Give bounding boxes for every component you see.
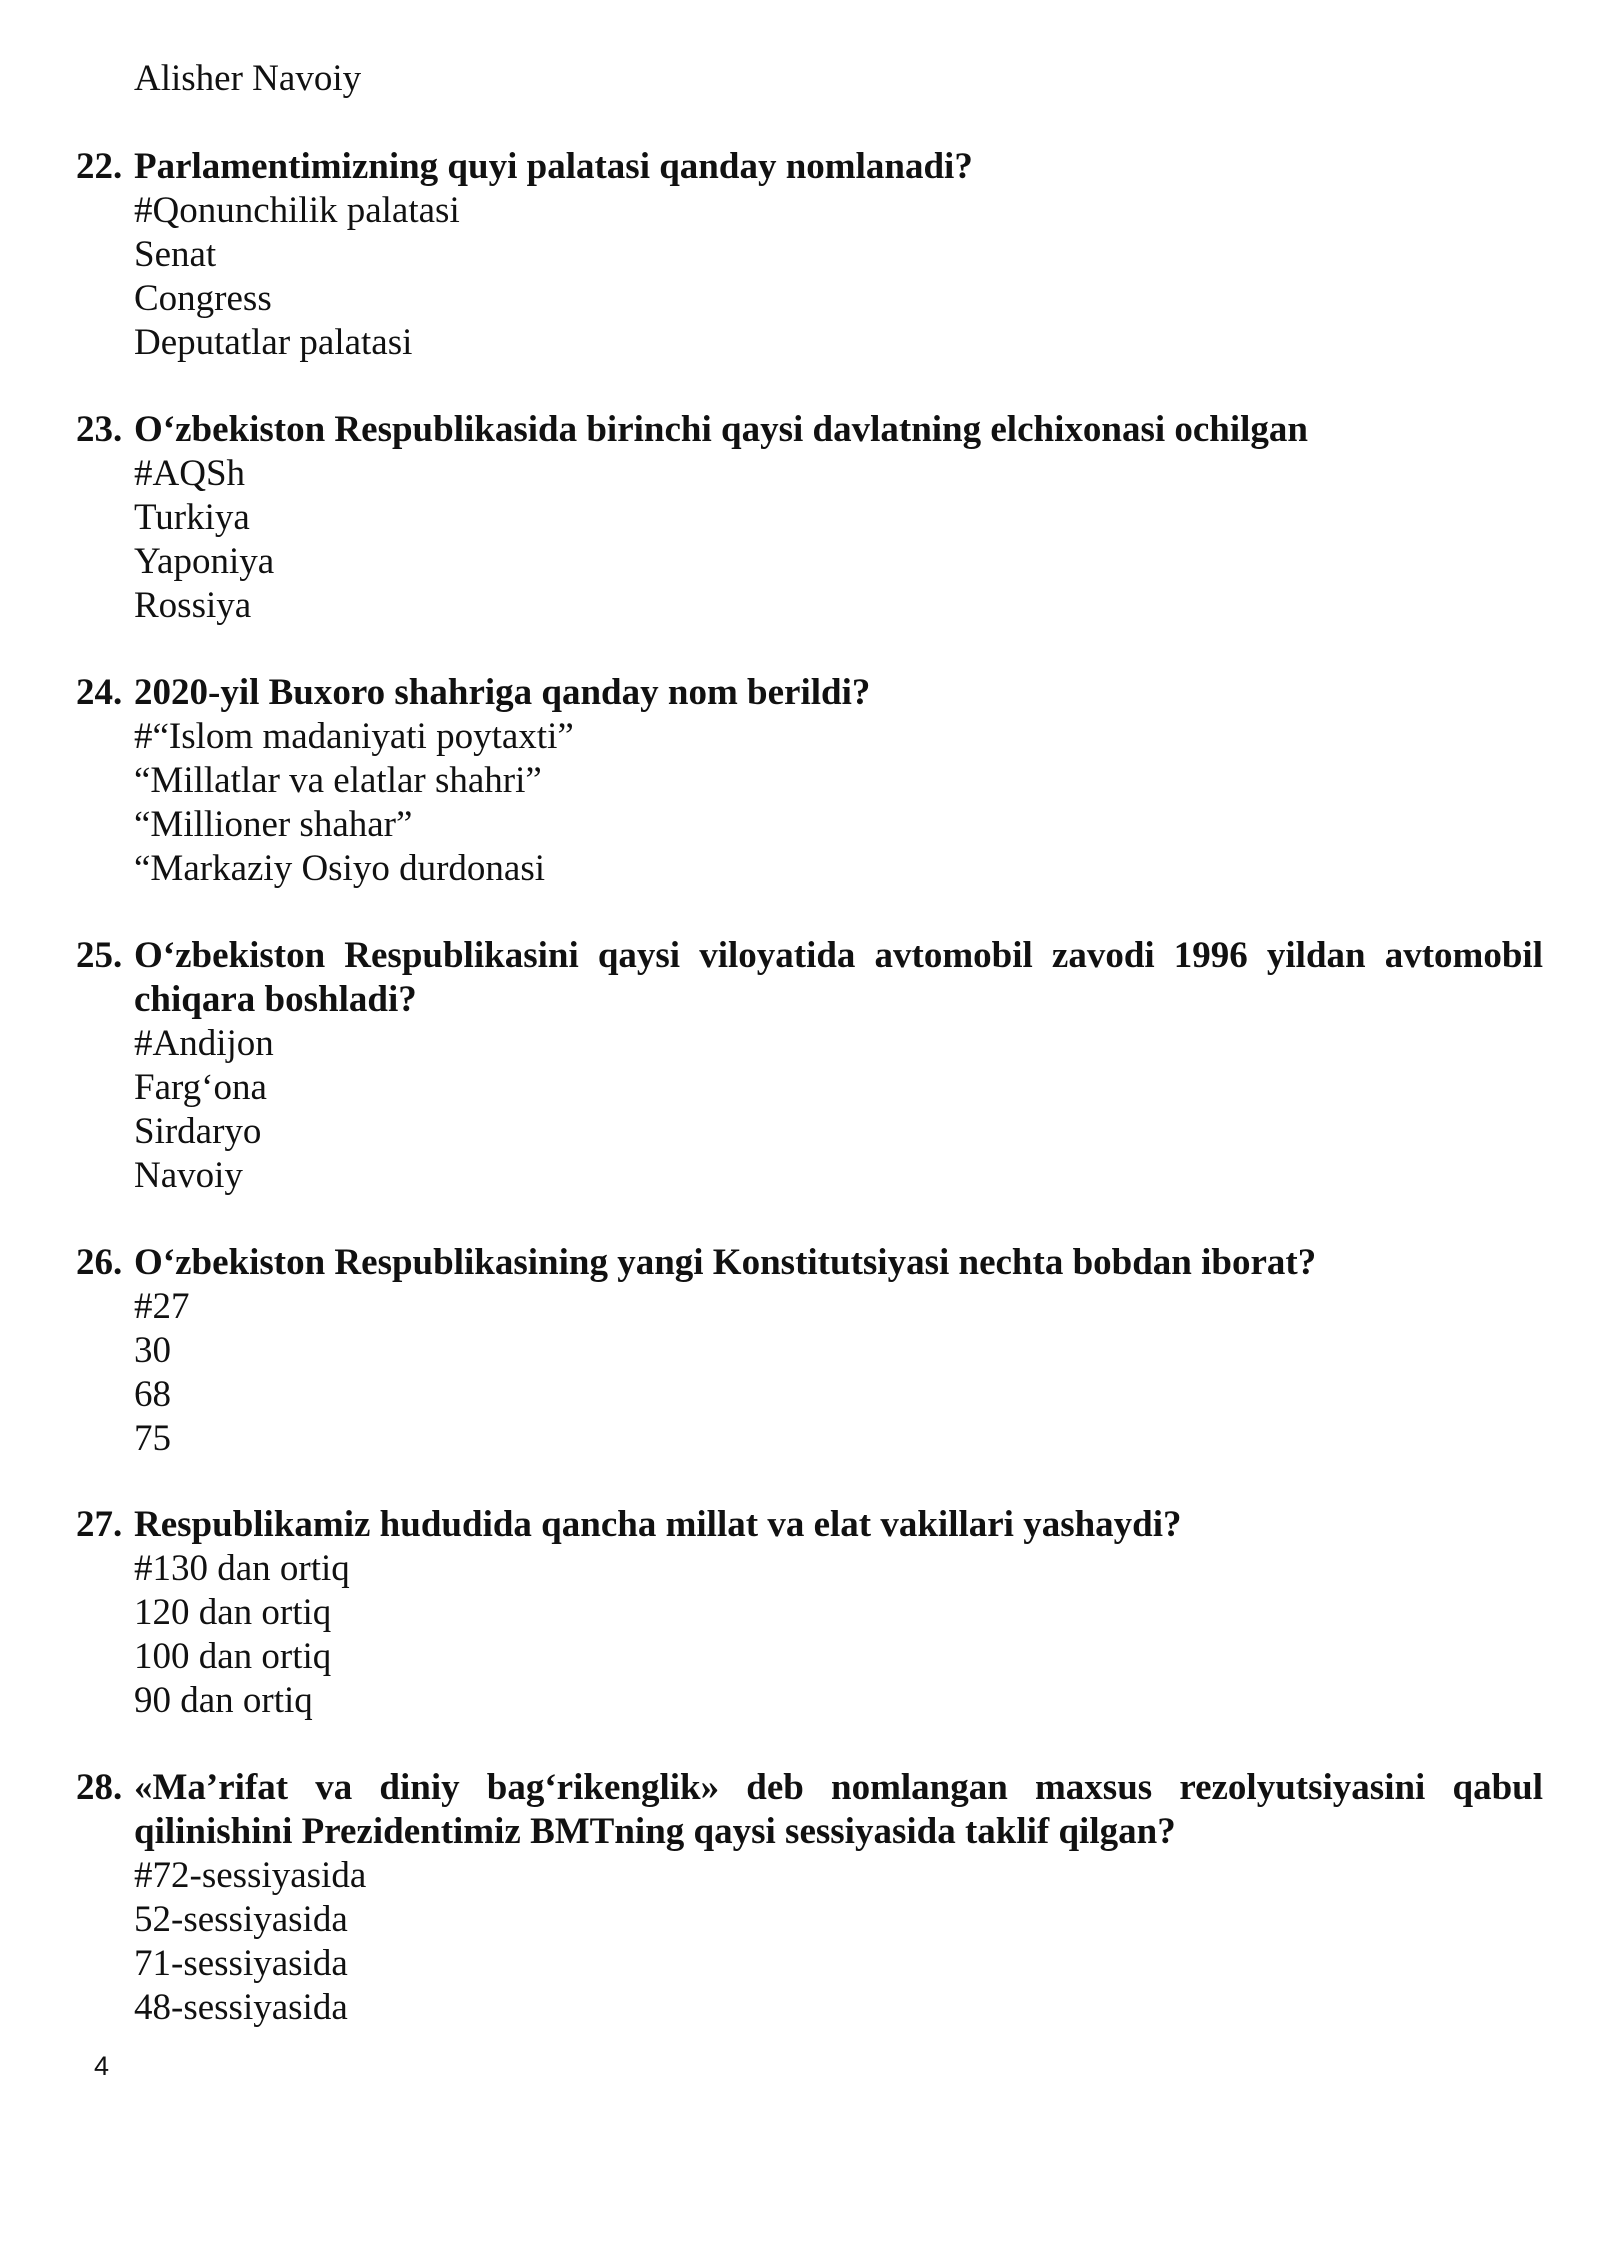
answer-option-26-4: 75 — [134, 1418, 171, 1459]
question-number-23: 23. — [76, 409, 123, 450]
answer-option-26-3: 68 — [134, 1374, 171, 1415]
answer-option-26-2: 30 — [134, 1330, 171, 1371]
answer-option-28-3: 71-sessiyasida — [134, 1943, 348, 1984]
page-number: 4 — [94, 2051, 110, 2081]
question-text-28: «Ma’rifat va diniy bag‘rikenglik» deb nomlangan maxsus rezolyutsiyasini qabul qilinishini Prezidentimiz BMTning qaysi sessiyasida taklif qilgan? — [134, 1767, 1543, 1852]
answer-option-24-4: “Markaziy Osiyo durdonasi — [134, 848, 546, 889]
answer-option-22-4: Deputatlar palatasi — [134, 322, 413, 363]
question-text-22: Parlamentimizning quyi palatasi qanday nomlanadi? — [134, 146, 973, 187]
answer-option-25-1: #Andijon — [134, 1023, 274, 1064]
question-text-26: O‘zbekiston Respublikasining yangi Konstitutsiyasi nechta bobdan iborat? — [134, 1242, 1317, 1283]
answer-option-22-2: Senat — [134, 234, 217, 275]
question-text-27: Respublikamiz hududida qancha millat va elat vakillari yashaydi? — [134, 1504, 1182, 1545]
answer-option-23-1: #AQSh — [134, 453, 246, 494]
answer-option-27-4: 90 dan ortiq — [134, 1680, 313, 1721]
question-number-27: 27. — [76, 1504, 123, 1545]
carryover-answer-option: Alisher Navoiy — [134, 58, 362, 99]
question-number-24: 24. — [76, 672, 123, 713]
answer-option-22-3: Congress — [134, 278, 272, 319]
answer-option-28-1: #72-sessiyasida — [134, 1855, 367, 1896]
answer-option-24-3: “Millioner shahar” — [134, 804, 413, 845]
answer-option-25-2: Farg‘ona — [134, 1067, 267, 1108]
answer-option-23-3: Yaponiya — [134, 541, 275, 582]
answer-option-27-1: #130 dan ortiq — [134, 1548, 350, 1589]
answer-option-22-1: #Qonunchilik palatasi — [134, 190, 460, 231]
answer-option-27-3: 100 dan ortiq — [134, 1636, 332, 1677]
question-number-26: 26. — [76, 1242, 123, 1283]
answer-option-23-2: Turkiya — [134, 497, 250, 538]
answer-option-23-4: Rossiya — [134, 585, 252, 626]
answer-option-26-1: #27 — [134, 1286, 190, 1327]
question-number-22: 22. — [76, 146, 123, 187]
question-text-23: O‘zbekiston Respublikasida birinchi qaysi davlatning elchixonasi ochilgan — [134, 409, 1309, 450]
question-text-24: 2020-yil Buxoro shahriga qanday nom berildi? — [134, 672, 871, 713]
answer-option-24-1: #“Islom madaniyati poytaxti” — [134, 716, 574, 757]
answer-option-28-2: 52-sessiyasida — [134, 1899, 348, 1940]
answer-option-28-4: 48-sessiyasida — [134, 1987, 348, 2028]
answer-option-25-3: Sirdaryo — [134, 1111, 262, 1152]
answer-option-25-4: Navoiy — [134, 1155, 243, 1196]
question-text-25: O‘zbekiston Respublikasini qaysi viloyatida avtomobil zavodi 1996 yildan avtomobil chiqara boshladi? — [134, 935, 1543, 1020]
answer-option-24-2: “Millatlar va elatlar shahri” — [134, 760, 542, 801]
question-number-25: 25. — [76, 935, 123, 976]
answer-option-27-2: 120 dan ortiq — [134, 1592, 332, 1633]
question-number-28: 28. — [76, 1767, 123, 1808]
